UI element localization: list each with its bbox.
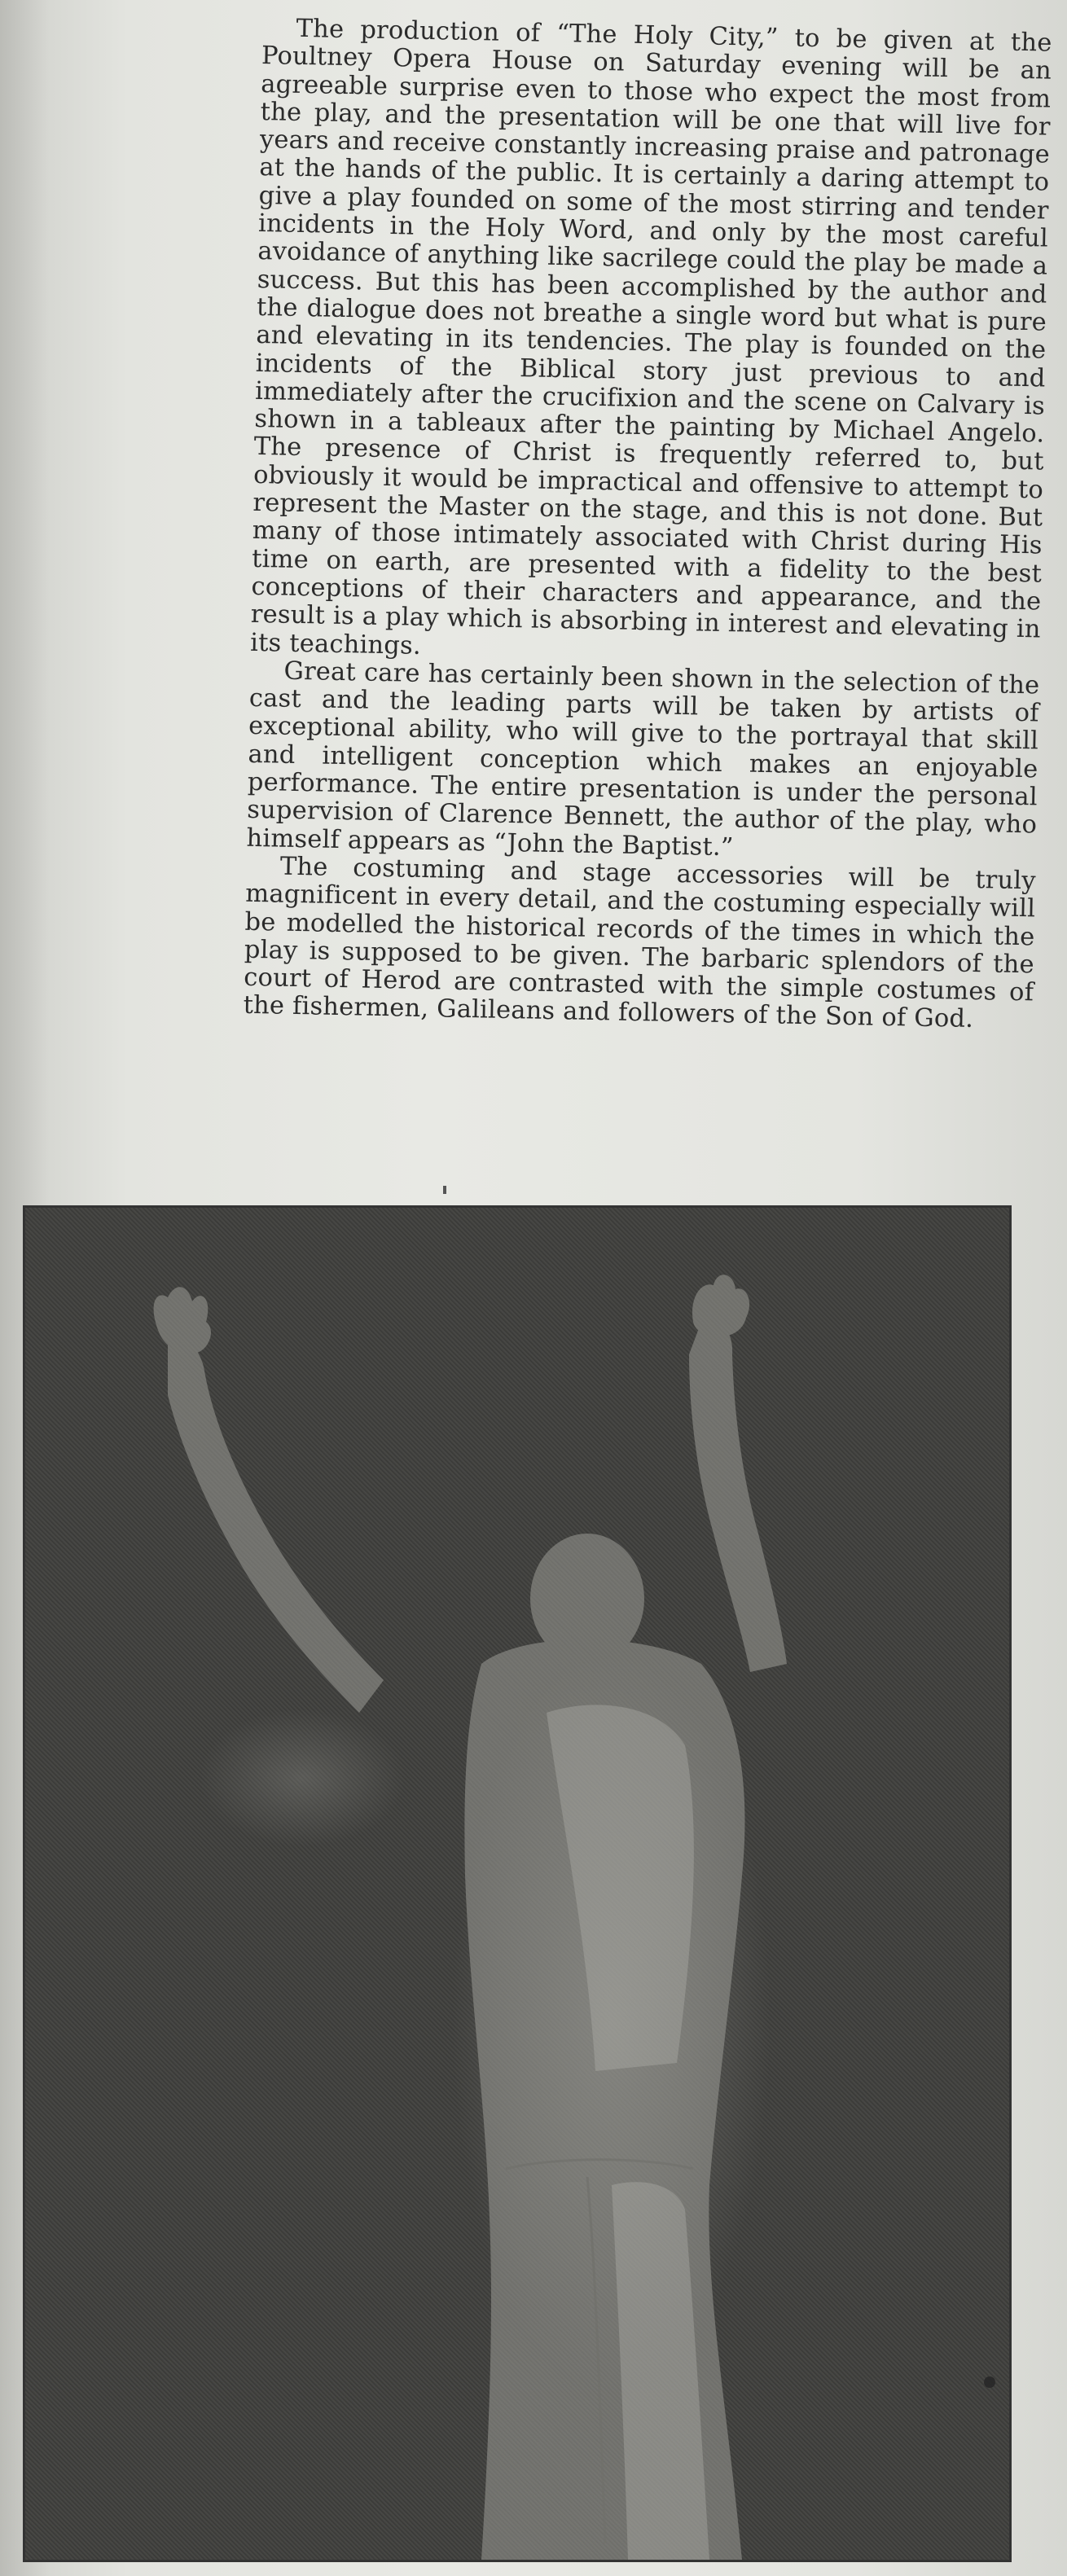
article-paragraph-1: The production of “The Holy City,” to be given at the Poultney Opera House on Saturday evening will be an agreeable surprise even to those who expect the most from the play, and the presentation will be one that will live for years and receive constantly increasing praise and patronage at the hands of the public. It is certainly a daring attempt to give a play founded on some of the most stirring and tender incidents in the Holy Word, and only by the most careful avoidance of anything like sacrilege could the play be made a success. But this has been accomplished by the author and the dialogue does not breathe a single word but what is pure and elevating in its tendencies. The play is founded on the incidents of the Biblical story just previous to and immediately after the crucifixion and the scene on Calvary is shown in a tableaux after the painting by Michael Angelo. The presence of Christ is frequently referred to, but obviously it would be impractical and offensive to attempt to represent the Master on the stage, and this is not done. But many of those intimately associated with Christ during His time on earth, are presented with a fidelity to the best conceptions of their characters and appearance, and the result is a play which is absorbing in interest and elevating in its teachings.	[249, 14, 1052, 660]
robed-figure-illustration	[25, 1208, 1009, 2560]
article-paragraph-3: The costuming and stage accessories will be truly magnificent in every detail, and the costuming especially will be modelled the historical records of the times in which the play is supposed to be given. The barbaric splendors of the court of Herod are contrasted with the simple costumes of the fishermen, Galileans and followers of the Son of God.	[243, 852, 1037, 1034]
print-dot	[984, 2376, 995, 2388]
article-paragraph-2: Great care has certainly been shown in the selection of the cast and the leading parts will be taken by artists of exceptional ability, who will give to the portrayal that skill and intelligent conception which makes an enjoyable performance. The entire presentation is under the personal supervision of Clarence Bennett, the author of the play, who himself appears as “John the Baptist.”	[246, 656, 1040, 862]
print-mark	[443, 1186, 446, 1194]
halftone-photograph	[23, 1205, 1012, 2562]
article-text	[243, 15, 1052, 1035]
